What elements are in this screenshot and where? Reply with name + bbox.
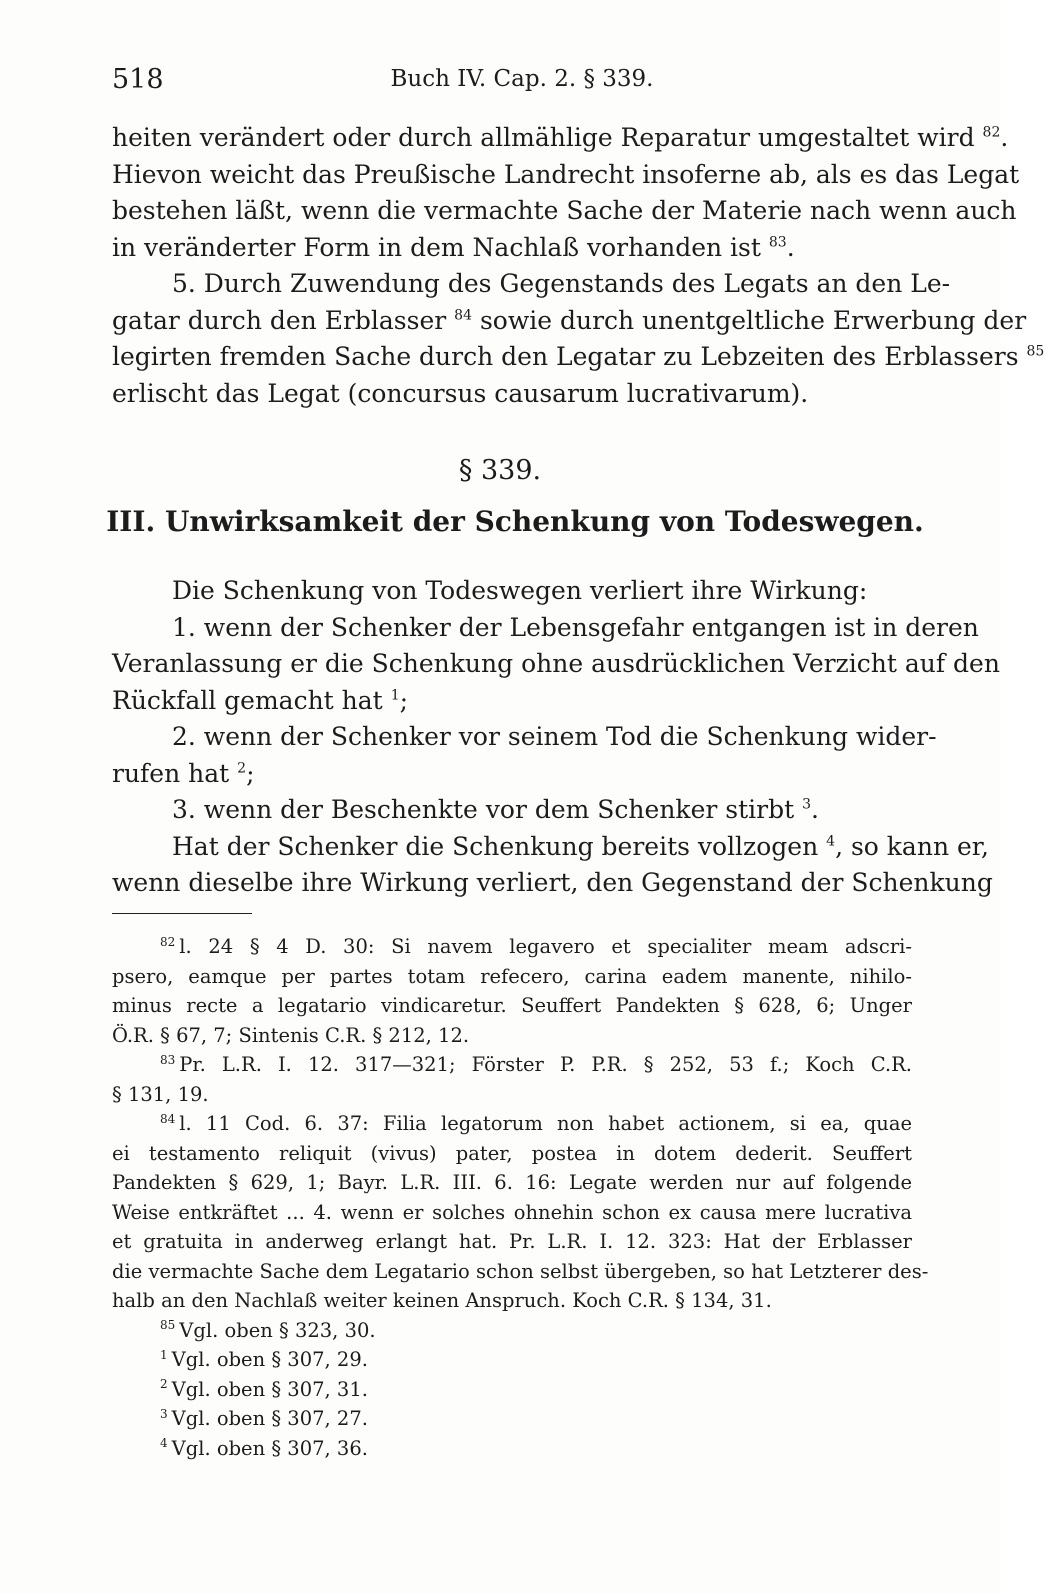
footnote-line: et gratuita in anderweg erlangt hat. Pr. L.R. I. 12. 323: Hat der Erblasser: [112, 1230, 912, 1253]
text-line: 1. wenn der Schenker der Lebensgefahr entgangen ist in deren: [172, 612, 979, 642]
footnote-line: halb an den Nachlaß weiter keinen Anspruch. Koch C.R. § 134, 31.: [112, 1289, 772, 1312]
text-line: erlischt das Legat (concursus causarum lucrativarum).: [112, 378, 809, 408]
text-line: Hat der Schenker die Schenkung bereits vollzogen $^4$, so kann er,: [172, 831, 989, 861]
footnote-ref: 82: [982, 124, 1001, 141]
text-line: Hievon weicht das Preußische Landrecht insoferne ab, als es das Legat: [112, 159, 1020, 189]
text-line: legirten fremden Sache durch den Legatar zu Lebzeiten des Erblassers $^{85}$: [112, 342, 1044, 371]
footnote-ref: 85: [1026, 343, 1044, 360]
section-title: III. Unwirksamkeit der Schenkung von Todeswegen.: [106, 505, 924, 538]
running-title: Buch IV. Cap. 2. § 339.: [390, 66, 654, 92]
text-line: 5. Durch Zuwendung des Gegenstands des Legats an den Le-: [172, 269, 951, 298]
footnote-1: $^1$ Vgl. oben § 307, 29.: [160, 1347, 368, 1371]
text-line: Rückfall gemacht hat $^1$;: [112, 685, 409, 715]
continuation-text: [112, 120, 1044, 412]
footnote-line: Pandekten § 629, 1; Bayr. L.R. III. 6. 16: Legate werden nur auf folgende: [112, 1171, 912, 1194]
footnote-4: $^4$ Vgl. oben § 307, 36.: [160, 1436, 368, 1460]
footnote-84: $^{84}$ l. 11 Cod. 6. 37: Filia legatorum non habet actionem, si ea, quae: [160, 1111, 912, 1135]
footnote-ref: 3: [802, 796, 812, 813]
page-number: 518: [112, 64, 164, 95]
text-line: wenn dieselbe ihre Wirkung verliert, den Gegenstand der Schenkung: [112, 868, 993, 897]
text-line: 2. wenn der Schenker vor seinem Tod die Schenkung wider-: [172, 722, 937, 751]
page-header: [112, 64, 912, 104]
footnote-divider: [112, 913, 252, 914]
footnote-83: $^{83}$ Pr. L.R. I. 12. 317—321; Förster P. P.R. § 252, 53 f.; Koch C.R.: [160, 1052, 912, 1076]
footnote-line: psero, eamque per partes totam refecero, carina eadem manente, nihilo-: [112, 964, 912, 988]
footnote-85: $^{85}$ Vgl. oben § 323, 30.: [160, 1318, 376, 1342]
footnote-3: $^3$ Vgl. oben § 307, 27.: [160, 1406, 368, 1430]
footnote-ref: 1: [390, 687, 400, 704]
text-line: heiten verändert oder durch allmählige Reparatur umgestaltet wird $^{82}$.: [112, 123, 1009, 152]
footnote-ref: 84: [454, 307, 472, 324]
text-line: Veranlassung er die Schenkung ohne ausdrücklichen Verzicht auf den: [112, 649, 1000, 678]
footnotes: [112, 932, 929, 1463]
text-line: in veränderter Form in dem Nachlaß vorhanden ist $^{83}$.: [112, 232, 795, 262]
footnote-line: die vermachte Sache dem Legatario schon selbst übergeben, so hat Letzterer des-: [112, 1259, 929, 1283]
footnote-line: Weise entkräftet ... 4. wenn er solches ohnehin schon ex causa mere lucrativa: [112, 1200, 912, 1224]
text-line: 3. wenn der Beschenkte vor dem Schenker stirbt $^3$.: [172, 795, 819, 824]
footnote-line: minus recte a legatario vindicaretur. Seuffert Pandekten § 628, 6; Unger: [112, 994, 912, 1017]
footnote-ref: 4: [826, 833, 836, 850]
footnote-82: $^{82}$ l. 24 § 4 D. 30: Si navem legavero et specialiter meam adscri-: [160, 934, 912, 958]
footnote-ref: 2: [237, 760, 247, 777]
main-text: [112, 573, 1000, 902]
text-line: bestehen läßt, wenn die vermachte Sache der Materie nach wenn auch: [112, 196, 1017, 225]
text-line: Die Schenkung von Todeswegen verliert ihre Wirkung:: [172, 576, 868, 605]
footnote-line: Ö.R. § 67, 7; Sintenis C.R. § 212, 12.: [112, 1023, 470, 1047]
text-line: rufen hat $^2$;: [112, 758, 255, 788]
section-number: § 339.: [458, 455, 542, 486]
footnote-2: $^2$ Vgl. oben § 307, 31.: [160, 1377, 368, 1401]
footnote-ref: 83: [768, 234, 787, 251]
footnote-line: ei testamento reliquit (vivus) pater, postea in dotem dederit. Seuffert: [112, 1141, 912, 1165]
footnote-line: § 131, 19.: [112, 1082, 209, 1106]
text-line: gatar durch den Erblasser $^{84}$ sowie durch unentgeltliche Erwerbung der: [112, 305, 1027, 335]
